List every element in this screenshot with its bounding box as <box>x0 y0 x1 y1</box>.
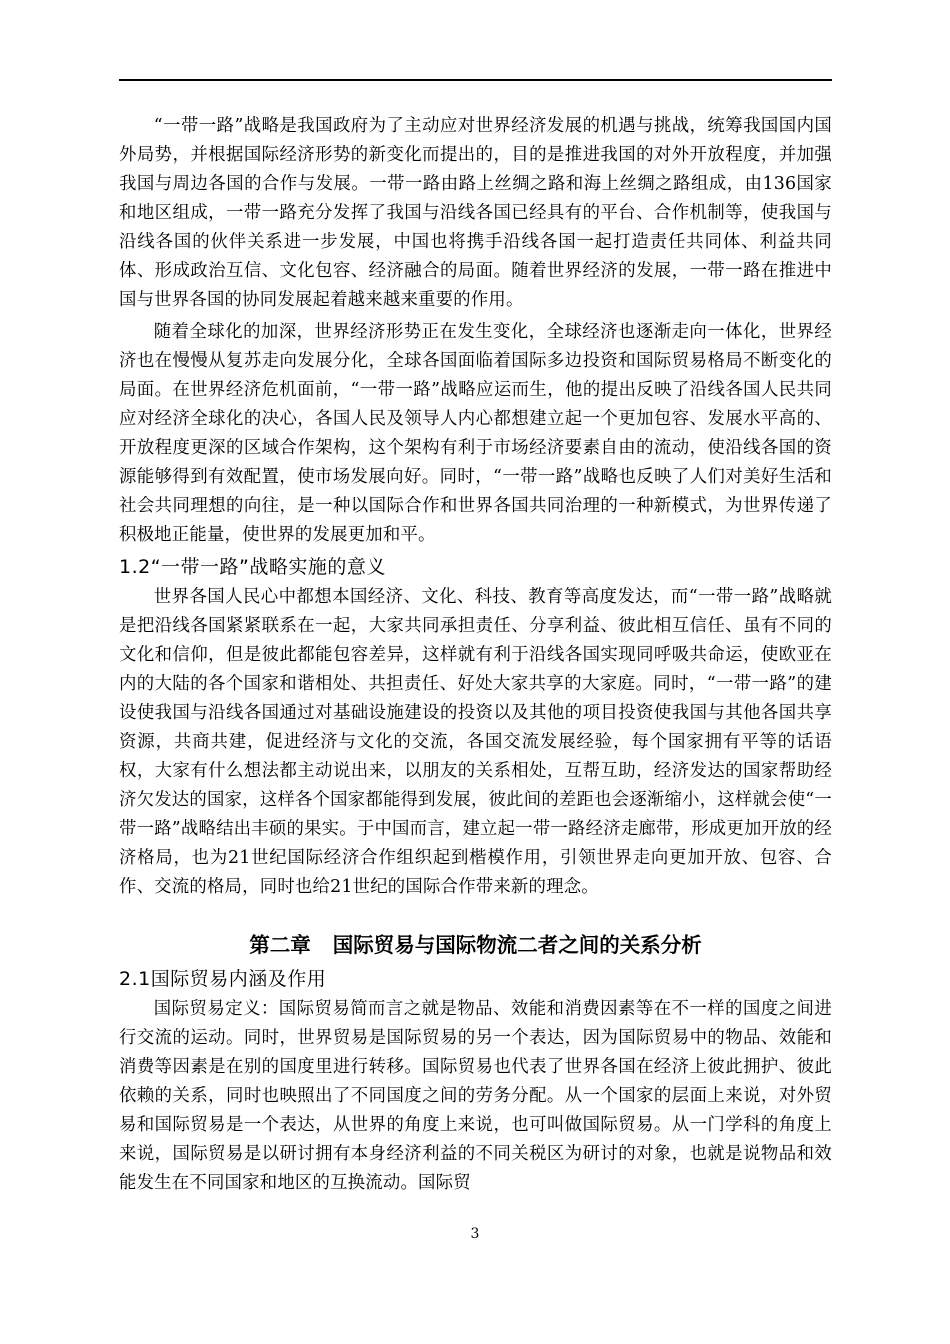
chapter-2-title <box>119 928 832 962</box>
section-2-1-paragraph: 国际贸易定义：国际贸易简而言之就是物品、效能和消费因素等在不一样的国度之间进行交流的运动。同时，世界贸易是国际贸易的另一个表达，因为国际贸易中的物品、效能和消费等因素是在别的国度里进行转移。国际贸易也代表了世界各国在经济上彼此拥护、彼此依赖的关系，同时也映照出了不同国度之间的劳务分配。从一个国家的层面上来说，对外贸易和国际贸易是一个表达，从世界的角度上来说，也可叫做国际贸易。从一门学科的角度上来说，国际贸易是以研讨拥有本身经济利益的不同关税区为研讨的对象，也就是说物品和效能发生在不同国家和地区的互换流动。国际贸 <box>119 999 832 1193</box>
intro-paragraph-2: 随着全球化的加深，世界经济形势正在发生变化，全球经济也逐渐走向一体化，世界经济也在慢慢从复苏走向发展分化，全球各国面临着国际多边投资和国际贸易格局不断变化的局面。在世界经济危机面前，“一带一路”战略应运而生，他的提出反映了沿线各国人民共同应对经济全球化的决心，各国人民及领导人内心都想建立起一个更加包容、发展水平高的、开放程度更深的区域合作架构，这个架构有利于市场经济要素自由的流动，使沿线各国的资源能够得到有效配置，使市场发展向好。同时，“一带一路”战略也反映了人们对美好生活和社会共同理想的向往，是一种以国际合作和世界各国共同治理的一种新模式，为世界传递了积极地正能量，使世界的发展更加和平。 <box>119 322 832 545</box>
section-1-2-heading: 1.2“一带一路”战略实施的意义 <box>119 556 386 578</box>
chapter-label: 第二章 <box>249 933 311 957</box>
page-number: 3 <box>470 1226 480 1242</box>
chapter-title-text: 国际贸易与国际物流二者之间的关系分析 <box>332 933 702 957</box>
header-rule <box>119 79 832 81</box>
document-body <box>119 112 832 1198</box>
section-1-2-paragraph: 世界各国人民心中都想本国经济、文化、科技、教育等高度发达，而“一带一路”战略就是把沿线各国紧紧联系在一起，大家共同承担责任、分享利益、彼此相互信任、虽有不同的文化和信仰，但是彼此都能包容差异，这样就有利于沿线各国实现同呼吸共命运，使欧亚在内的大陆的各个国家和谐相处、共担责任、好处大家共享的大家庭。同时，“一带一路”的建设使我国与沿线各国通过对基础设施建设的投资以及其他的项目投资使我国与其他各国共享资源，共商共建，促进经济与文化的交流，各国交流发展经验，每个国家拥有平等的话语权，大家有什么想法都主动说出来，以朋友的关系相处，互帮互助，经济发达的国家帮助经济欠发达的国家，这样各个国家都能得到发展，彼此间的差距也会逐渐缩小，这样就会使“一带一路”战略结出丰硕的果实。于中国而言，建立起一带一路经济走廊带，形成更加开放的经济格局，也为21世纪国际经济合作组织起到楷模作用，引领世界走向更加开放、包容、合作、交流的格局，同时也给21世纪的国际合作带来新的理念。 <box>119 587 832 897</box>
section-2-1-heading: 2.1国际贸易内涵及作用 <box>119 968 327 990</box>
intro-paragraph-1: “一带一路”战略是我国政府为了主动应对世界经济发展的机遇与挑战，统筹我国国内国外局势，并根据国际经济形势的新变化而提出的，目的是推进我国的对外开放程度，并加强我国与周边各国的合作与发展。一带一路由路上丝绸之路和海上丝绸之路组成，由136国家和地区组成，一带一路充分发挥了我国与沿线各国已经具有的平台、合作机制等，使我国与沿线各国的伙伴关系进一步发展，中国也将携手沿线各国一起打造责任共同体、利益共同体、形成政治互信、文化包容、经济融合的局面。随着世界经济的发展，一带一路在推进中国与世界各国的协同发展起着越来越来重要的作用。 <box>119 116 832 310</box>
